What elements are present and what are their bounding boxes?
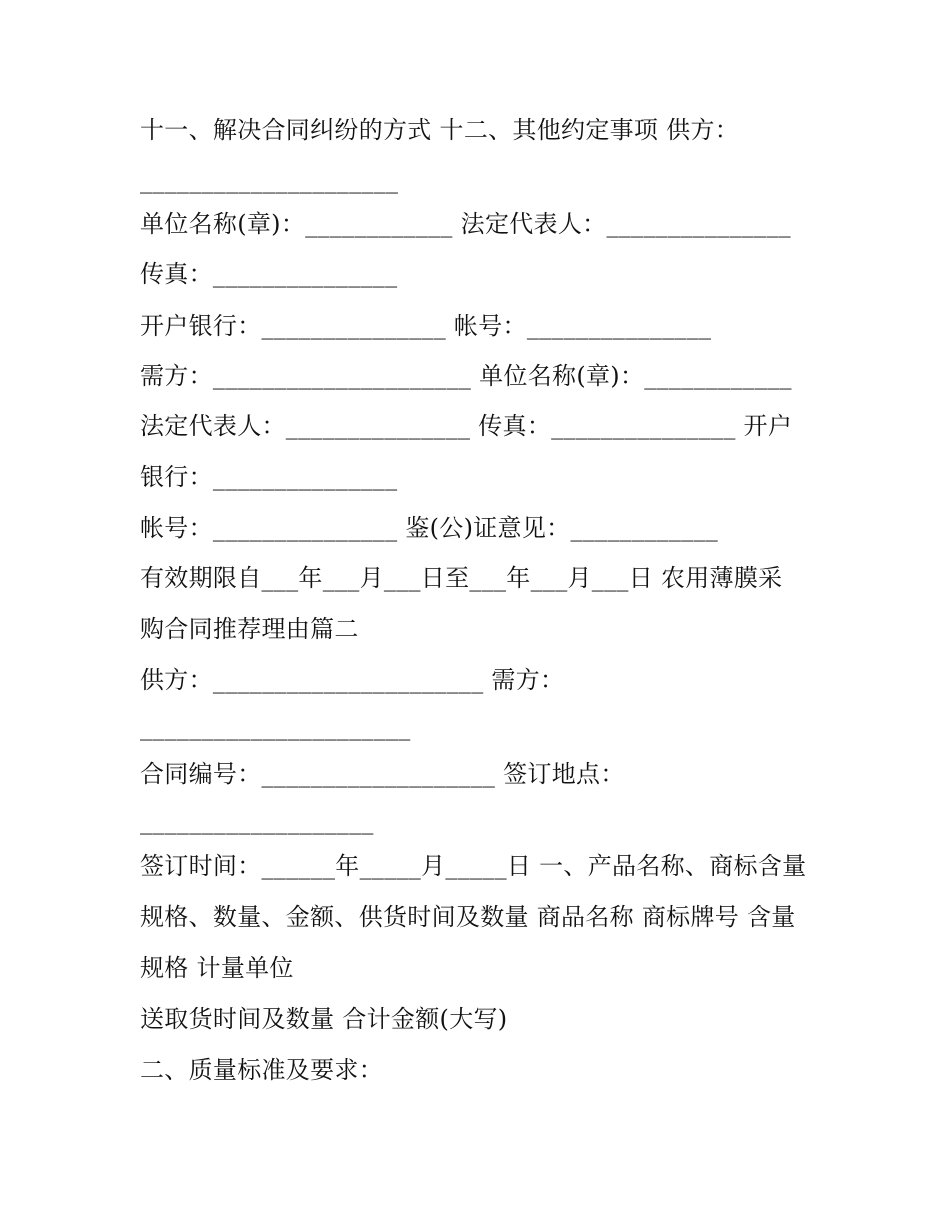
text-line: ______________________	[140, 713, 411, 741]
text-line: 传真：_______________	[140, 260, 398, 288]
text-line: ___________________	[140, 807, 374, 835]
text-line: 单位名称(章)：____________ 法定代表人：_______________	[140, 210, 791, 238]
text-line: 签订时间：______年_____月_____日 一、产品名称、商标含量	[140, 852, 807, 880]
text-line: 送取货时间及数量 合计金额(大写)	[140, 1005, 508, 1033]
text-line: 开户银行：_______________ 帐号：_______________	[140, 312, 712, 340]
text-line: 合同编号：___________________ 签订地点：	[140, 760, 625, 788]
text-line: 银行：_______________	[140, 463, 398, 491]
text-line: 帐号：_______________ 鉴(公)证意见：____________	[140, 514, 719, 542]
text-line: 购合同推荐理由篇二	[140, 615, 359, 643]
text-line: 供方：______________________ 需方：	[140, 666, 565, 694]
text-line: _____________________	[140, 166, 399, 194]
text-line: 规格 计量单位	[140, 954, 294, 982]
text-line: 需方：_____________________ 单位名称(章)：____________	[140, 362, 792, 390]
text-line: 十一、解决合同纠纷的方式 十二、其他约定事项 供方：	[140, 116, 740, 144]
text-line: 二、质量标准及要求：	[140, 1056, 383, 1084]
text-line: 有效期限自___年___月___日至___年___月___日 农用薄膜采	[140, 564, 783, 592]
text-line: 法定代表人：_______________ 传真：_______________ 开户	[140, 412, 793, 440]
text-line: 规格、数量、金额、供货时间及数量 商品名称 商标牌号 含量	[140, 903, 796, 931]
